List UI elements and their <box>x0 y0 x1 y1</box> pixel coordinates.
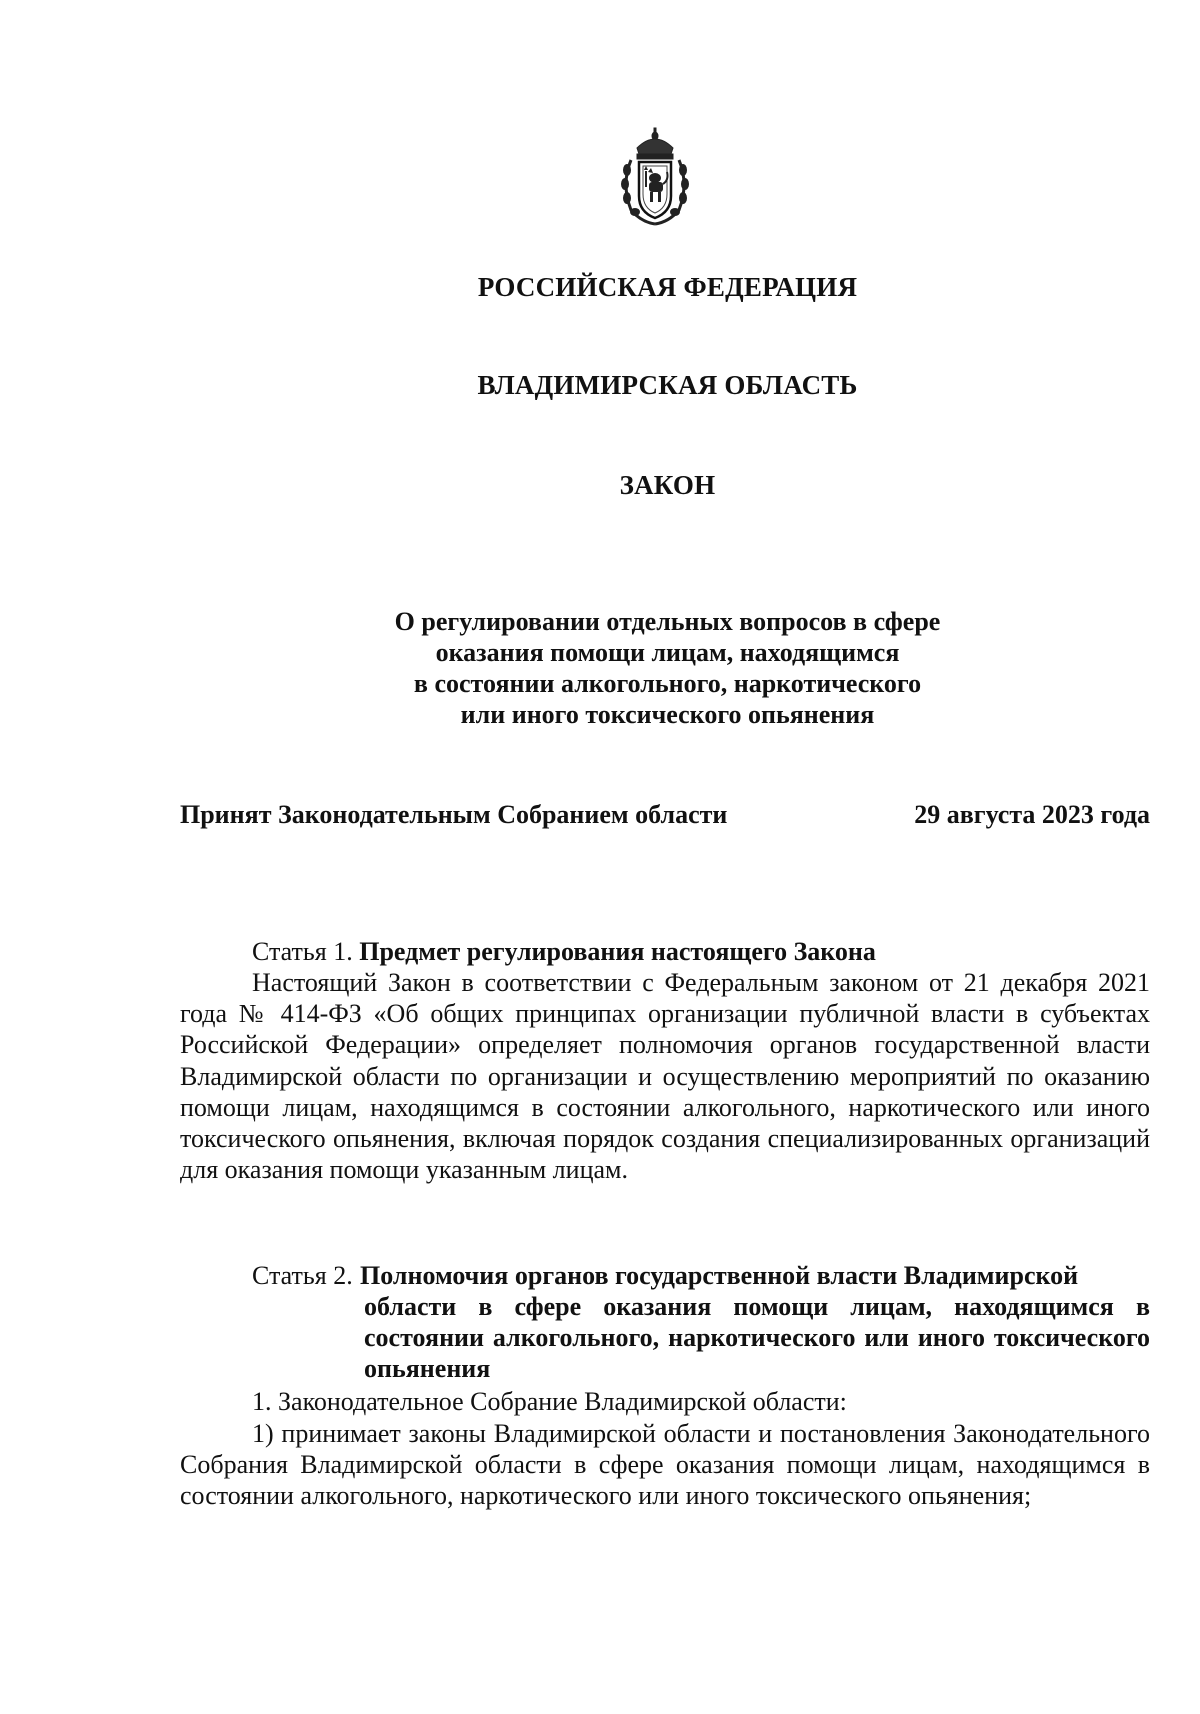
article-1-body: Настоящий Закон в соответствии с Федеральным законом от 21 декабря 2021 года № 414-ФЗ «Об общих принципах организации публичной власти в субъектах Российской Федерации» определяет полномочия органов государственной власти Владимирской области по организации и осуществлению мероприятий по оказанию помощи лицам, находящимся в состоянии алкогольного, наркотического или иного токсического опьянения, включая порядок создания специализированных организаций для оказания помощи указанным лицам. <box>180 968 1150 1185</box>
adoption-date: 29 августа 2023 года <box>914 800 1150 829</box>
law-title-line: в состоянии алкогольного, наркотического <box>413 669 922 698</box>
law-title-line: оказания помощи лицам, находящимся <box>435 638 900 667</box>
article-2-title-first-line: Полномочия органов государственной власти Владимирской <box>360 1261 1079 1290</box>
law-title <box>0 606 1200 730</box>
coat-of-arms-icon <box>617 126 693 228</box>
article-1-heading <box>252 936 876 967</box>
article-1-title: Предмет регулирования настоящего Закона <box>359 937 876 966</box>
article-2-point-1: 1. Законодательное Собрание Владимирской области: <box>252 1387 847 1416</box>
document-type-heading: ЗАКОН <box>619 470 716 500</box>
region-heading: ВЛАДИМИРСКАЯ ОБЛАСТЬ <box>477 370 858 400</box>
adoption-row <box>180 800 1150 830</box>
article-2-label: Статья 2. <box>252 1261 353 1290</box>
country-heading: РОССИЙСКАЯ ФЕДЕРАЦИЯ <box>477 272 858 302</box>
law-title-line: или иного токсического опьянения <box>460 700 875 729</box>
article-2-title-rest: области в сфере оказания помощи лицам, находящимся в состоянии алкогольного, наркотического или иного токсического опьянения <box>364 1292 1150 1383</box>
article-1-label: Статья 1. <box>252 937 360 966</box>
adopted-by: Принят Законодательным Собранием области <box>180 800 728 829</box>
article-2-subpoint-1: 1) принимает законы Владимирской области и постановления Законодательного Собрания Владимирской области в сфере оказания помощи лицам, находящимся в состоянии алкогольного, наркотического или иного токсического опьянения; <box>180 1419 1150 1511</box>
law-title-line: О регулировании отдельных вопросов в сфере <box>394 607 941 636</box>
